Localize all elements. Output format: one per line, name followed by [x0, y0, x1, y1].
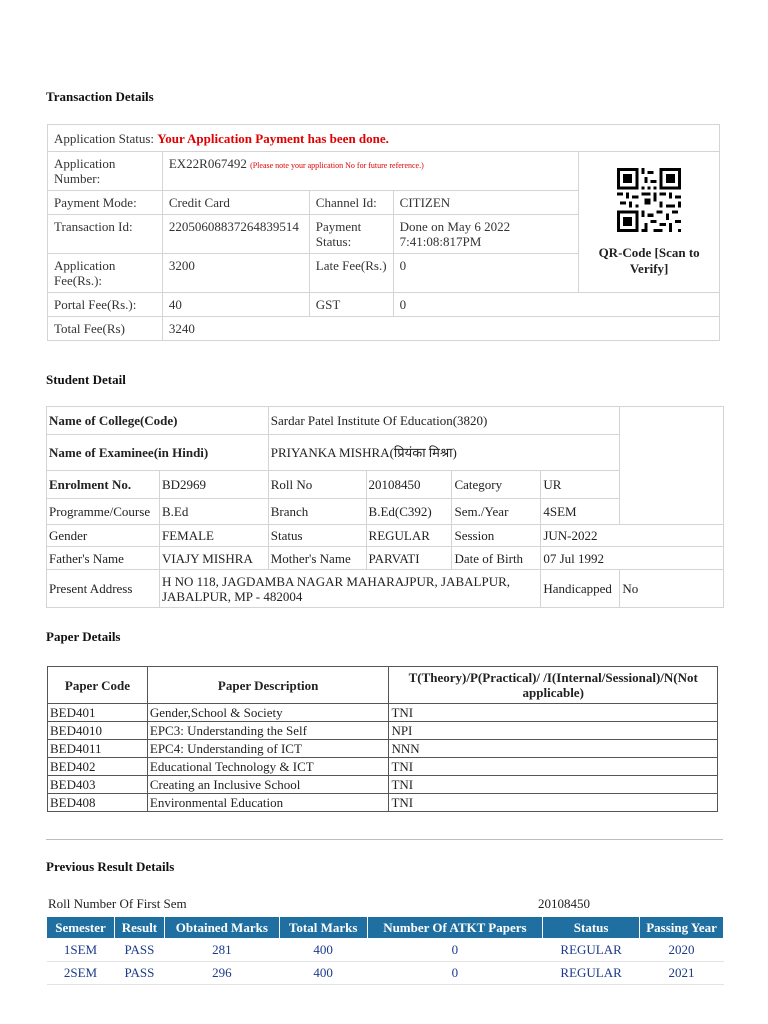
result-header-row — [47, 917, 724, 939]
transaction-details-heading: Transaction Details — [46, 89, 154, 104]
programme-label: Programme/Course — [47, 499, 160, 525]
enrolment-value: BD2969 — [159, 471, 268, 499]
portal-fee-value: 40 — [162, 293, 309, 317]
gender-row — [47, 525, 724, 547]
paper-code-cell: BED403 — [48, 776, 148, 794]
result-cell: PASS — [114, 939, 164, 962]
address-row — [47, 570, 724, 608]
paper-type-cell: TNI — [389, 794, 718, 812]
semester-header: Semester — [47, 917, 115, 939]
qr-code-cell — [579, 152, 720, 293]
previous-result-table — [46, 916, 724, 985]
late-fee-value: 0 — [393, 254, 579, 293]
transaction-table — [47, 124, 720, 341]
paper-code-cell: BED408 — [48, 794, 148, 812]
total-fee-label: Total Fee(Rs) — [48, 317, 163, 341]
application-fee-value: 3200 — [162, 254, 309, 293]
application-number-note: (Please note your application No for future reference.) — [250, 161, 424, 170]
application-status-value: Your Application Payment has been done. — [157, 131, 389, 146]
paper-description-cell: EPC3: Understanding the Self — [147, 722, 389, 740]
result-cell: PASS — [114, 962, 164, 985]
paper-type-cell: NPI — [389, 722, 718, 740]
enrolment-label: Enrolment No. — [47, 471, 160, 499]
paper-row — [48, 794, 718, 812]
paper-type-cell: NNN — [389, 740, 718, 758]
total-marks-cell: 400 — [279, 939, 367, 962]
paper-code-cell: BED4010 — [48, 722, 148, 740]
session-label: Session — [452, 525, 541, 547]
paper-row — [48, 722, 718, 740]
application-number-label: Application Number: — [48, 152, 163, 191]
passing-year-cell: 2021 — [640, 962, 724, 985]
address-value: H NO 118, JAGDAMBA NAGAR MAHARAJPUR, JABALPUR, JABALPUR, MP - 482004 — [159, 570, 540, 608]
paper-description-cell: Environmental Education — [147, 794, 389, 812]
gender-value: FEMALE — [159, 525, 268, 547]
paper-description-cell: Gender,School & Society — [147, 704, 389, 722]
father-name-label: Father's Name — [47, 547, 160, 570]
paper-description-cell: Creating an Inclusive School — [147, 776, 389, 794]
obtained-marks-cell: 296 — [164, 962, 279, 985]
address-label: Present Address — [47, 570, 160, 608]
passing-year-header: Passing Year — [640, 917, 724, 939]
result-row — [47, 962, 724, 985]
result-row — [47, 939, 724, 962]
roll-no-label: Roll No — [268, 471, 366, 499]
category-label: Category — [452, 471, 541, 499]
paper-code-cell: BED401 — [48, 704, 148, 722]
paper-row — [48, 704, 718, 722]
branch-value: B.Ed(C392) — [366, 499, 452, 525]
mother-name-value: PARVATI — [366, 547, 452, 570]
paper-description-cell: Educational Technology & ICT — [147, 758, 389, 776]
application-status-label: Application Status: — [54, 131, 155, 146]
channel-id-value: CITIZEN — [393, 191, 579, 215]
transaction-id-label: Transaction Id: — [48, 215, 163, 254]
atkt-papers-header: Number Of ATKT Papers — [367, 917, 543, 939]
gst-value: 0 — [393, 293, 719, 317]
total-fee-value: 3240 — [162, 317, 719, 341]
parents-row — [47, 547, 724, 570]
channel-id-label: Channel Id: — [309, 191, 393, 215]
application-number-value: EX22R067492 — [168, 156, 247, 171]
paper-row — [48, 740, 718, 758]
gst-label: GST — [309, 293, 393, 317]
status-label: Status — [268, 525, 366, 547]
sem-year-label: Sem./Year — [452, 499, 541, 525]
obtained-marks-cell: 281 — [164, 939, 279, 962]
section-divider — [46, 839, 723, 840]
roll-first-sem-label: Roll Number Of First Sem — [48, 896, 187, 911]
payment-status-value: Done on May 6 2022 7:41:08:817PM — [393, 215, 579, 254]
application-status-row — [48, 125, 720, 152]
paper-details-table — [47, 666, 718, 812]
paper-type-header: T(Theory)/P(Practical)/ /I(Internal/Sessional)/N(Not applicable) — [389, 667, 718, 704]
result-header: Result — [114, 917, 164, 939]
paper-description-cell: EPC4: Understanding of ICT — [147, 740, 389, 758]
status-cell: REGULAR — [543, 939, 640, 962]
total-fee-row — [48, 317, 720, 341]
application-number-row — [48, 152, 720, 191]
dob-value: 07 Jul 1992 — [541, 547, 724, 570]
father-name-value: VIAJY MISHRA — [159, 547, 268, 570]
payment-mode-value: Credit Card — [162, 191, 309, 215]
atkt-papers-cell: 0 — [367, 962, 543, 985]
semester-cell: 2SEM — [47, 962, 115, 985]
paper-code-cell: BED4011 — [48, 740, 148, 758]
paper-header-row — [48, 667, 718, 704]
college-row — [47, 407, 724, 435]
payment-mode-label: Payment Mode: — [48, 191, 163, 215]
paper-row — [48, 758, 718, 776]
portal-fee-label: Portal Fee(Rs.): — [48, 293, 163, 317]
paper-type-cell: TNI — [389, 776, 718, 794]
transaction-id-value: 22050608837264839514 — [162, 215, 309, 254]
category-value: UR — [541, 471, 620, 499]
application-fee-label: Application Fee(Rs.): — [48, 254, 163, 293]
passing-year-cell: 2020 — [640, 939, 724, 962]
paper-type-cell: TNI — [389, 704, 718, 722]
programme-value: B.Ed — [159, 499, 268, 525]
obtained-marks-header: Obtained Marks — [164, 917, 279, 939]
gender-label: Gender — [47, 525, 160, 547]
status-value: REGULAR — [366, 525, 452, 547]
total-marks-header: Total Marks — [279, 917, 367, 939]
sem-year-value: 4SEM — [541, 499, 620, 525]
college-label: Name of College(Code) — [47, 407, 269, 435]
dob-label: Date of Birth — [452, 547, 541, 570]
student-detail-heading: Student Detail — [46, 372, 126, 387]
handicapped-value: No — [620, 570, 724, 608]
total-marks-cell: 400 — [279, 962, 367, 985]
paper-code-header: Paper Code — [48, 667, 148, 704]
paper-type-cell: TNI — [389, 758, 718, 776]
semester-cell: 1SEM — [47, 939, 115, 962]
handicapped-label: Handicapped — [541, 570, 620, 608]
mother-name-label: Mother's Name — [268, 547, 366, 570]
paper-row — [48, 776, 718, 794]
qr-code-image — [617, 168, 681, 232]
student-detail-table — [46, 406, 724, 608]
paper-description-header: Paper Description — [147, 667, 389, 704]
previous-result-heading: Previous Result Details — [46, 859, 175, 874]
examinee-value: PRIYANKA MISHRA(प्रियंका मिश्रा) — [268, 435, 620, 471]
branch-label: Branch — [268, 499, 366, 525]
status-header: Status — [543, 917, 640, 939]
examinee-label: Name of Examinee(in Hindi) — [47, 435, 269, 471]
college-value: Sardar Patel Institute Of Education(3820) — [268, 407, 620, 435]
qr-code-caption: QR-Code [Scan to Verify] — [598, 244, 700, 276]
paper-details-heading: Paper Details — [46, 629, 121, 644]
roll-first-sem-value: 20108450 — [538, 896, 590, 911]
session-value: JUN-2022 — [541, 525, 724, 547]
status-cell: REGULAR — [543, 962, 640, 985]
roll-no-value: 20108450 — [366, 471, 452, 499]
portal-fee-row — [48, 293, 720, 317]
atkt-papers-cell: 0 — [367, 939, 543, 962]
payment-status-label: Payment Status: — [309, 215, 393, 254]
paper-code-cell: BED402 — [48, 758, 148, 776]
late-fee-label: Late Fee(Rs.) — [309, 254, 393, 293]
